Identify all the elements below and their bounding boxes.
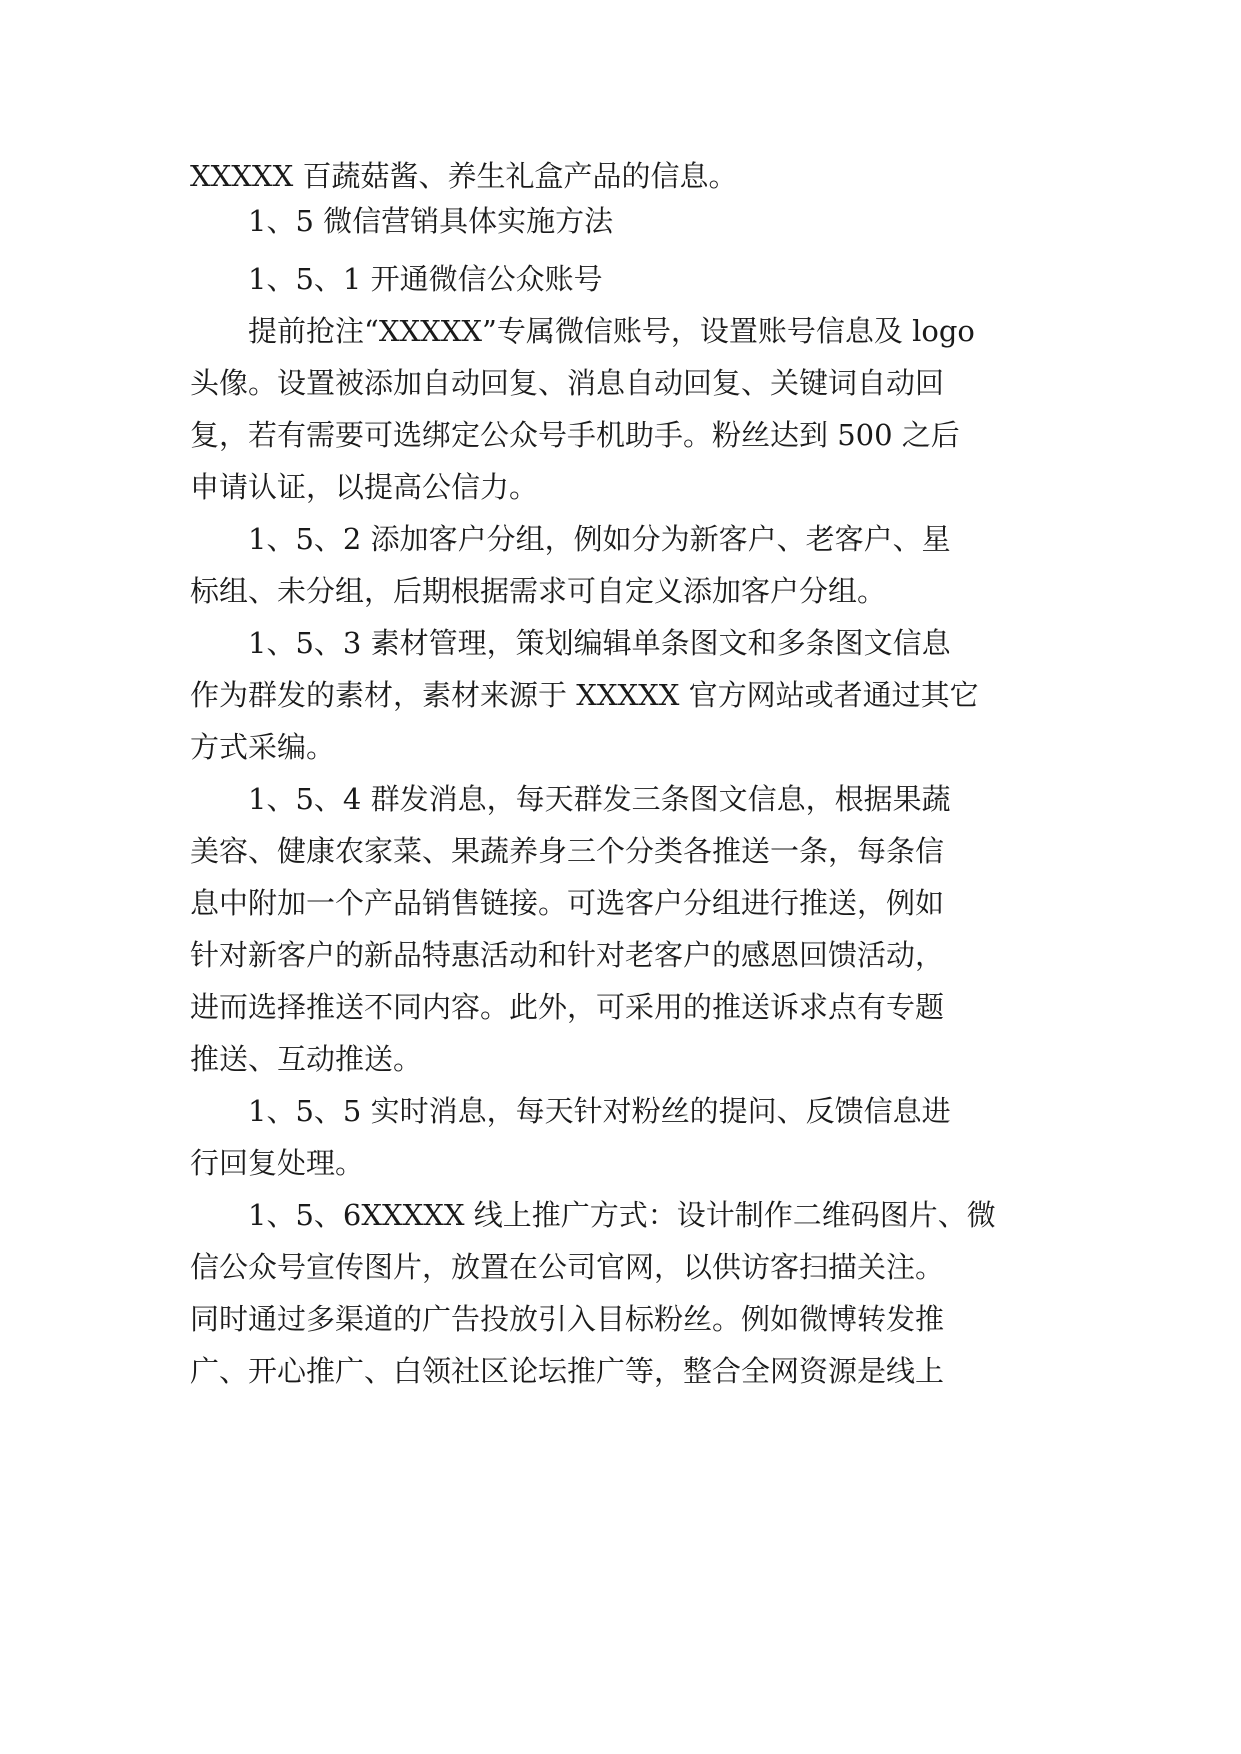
body-line: 广、开心推广、白领社区论坛推广等，整合全网资源是线上 (190, 1354, 945, 1388)
body-line: 1、5、3 素材管理，策划编辑单条图文和多条图文信息 (248, 626, 951, 660)
body-line: 作为群发的素材，素材来源于 XXXXX 官方网站或者通过其它 (190, 678, 979, 712)
body-line: 1、5、4 群发消息，每天群发三条图文信息，根据果蔬 (248, 782, 951, 816)
body-line: 1、5、5 实时消息，每天针对粉丝的提问、反馈信息进 (248, 1094, 951, 1128)
body-line: 针对新客户的新品特惠活动和针对老客户的感恩回馈活动， (190, 938, 945, 972)
body-line: 提前抢注“XXXXX”专属微信账号，设置账号信息及 logo (248, 314, 975, 348)
section-heading: 1、5 微信营销具体实施方法 (248, 204, 614, 238)
body-line: 申请认证，以提高公信力。 (190, 470, 539, 504)
body-line: XXXXX 百蔬菇酱、养生礼盒产品的信息。 (190, 159, 738, 193)
body-line: 进而选择推送不同内容。此外，可采用的推送诉求点有专题 (190, 990, 945, 1024)
body-line: 头像。设置被添加自动回复、消息自动回复、关键词自动回 (190, 366, 945, 400)
body-line: 美容、健康农家菜、果蔬养身三个分类各推送一条，每条信 (190, 834, 945, 868)
subsection-heading: 1、5、1 开通微信公众账号 (248, 262, 603, 296)
body-line: 标组、未分组，后期根据需求可自定义添加客户分组。 (190, 574, 887, 608)
body-line: 1、5、2 添加客户分组，例如分为新客户、老客户、星 (248, 522, 951, 556)
body-line: 息中附加一个产品销售链接。可选客户分组进行推送，例如 (190, 886, 945, 920)
body-line: 复，若有需要可选绑定公众号手机助手。粉丝达到 500 之后 (190, 418, 960, 452)
body-line: 同时通过多渠道的广告投放引入目标粉丝。例如微博转发推 (190, 1302, 945, 1336)
body-line: 行回复处理。 (190, 1146, 365, 1180)
body-line: 1、5、6XXXXX 线上推广方式：设计制作二维码图片、微 (248, 1198, 996, 1232)
body-line: 信公众号宣传图片，放置在公司官网，以供访客扫描关注。 (190, 1250, 945, 1284)
body-line: 推送、互动推送。 (190, 1042, 423, 1076)
body-line: 方式采编。 (190, 730, 336, 764)
